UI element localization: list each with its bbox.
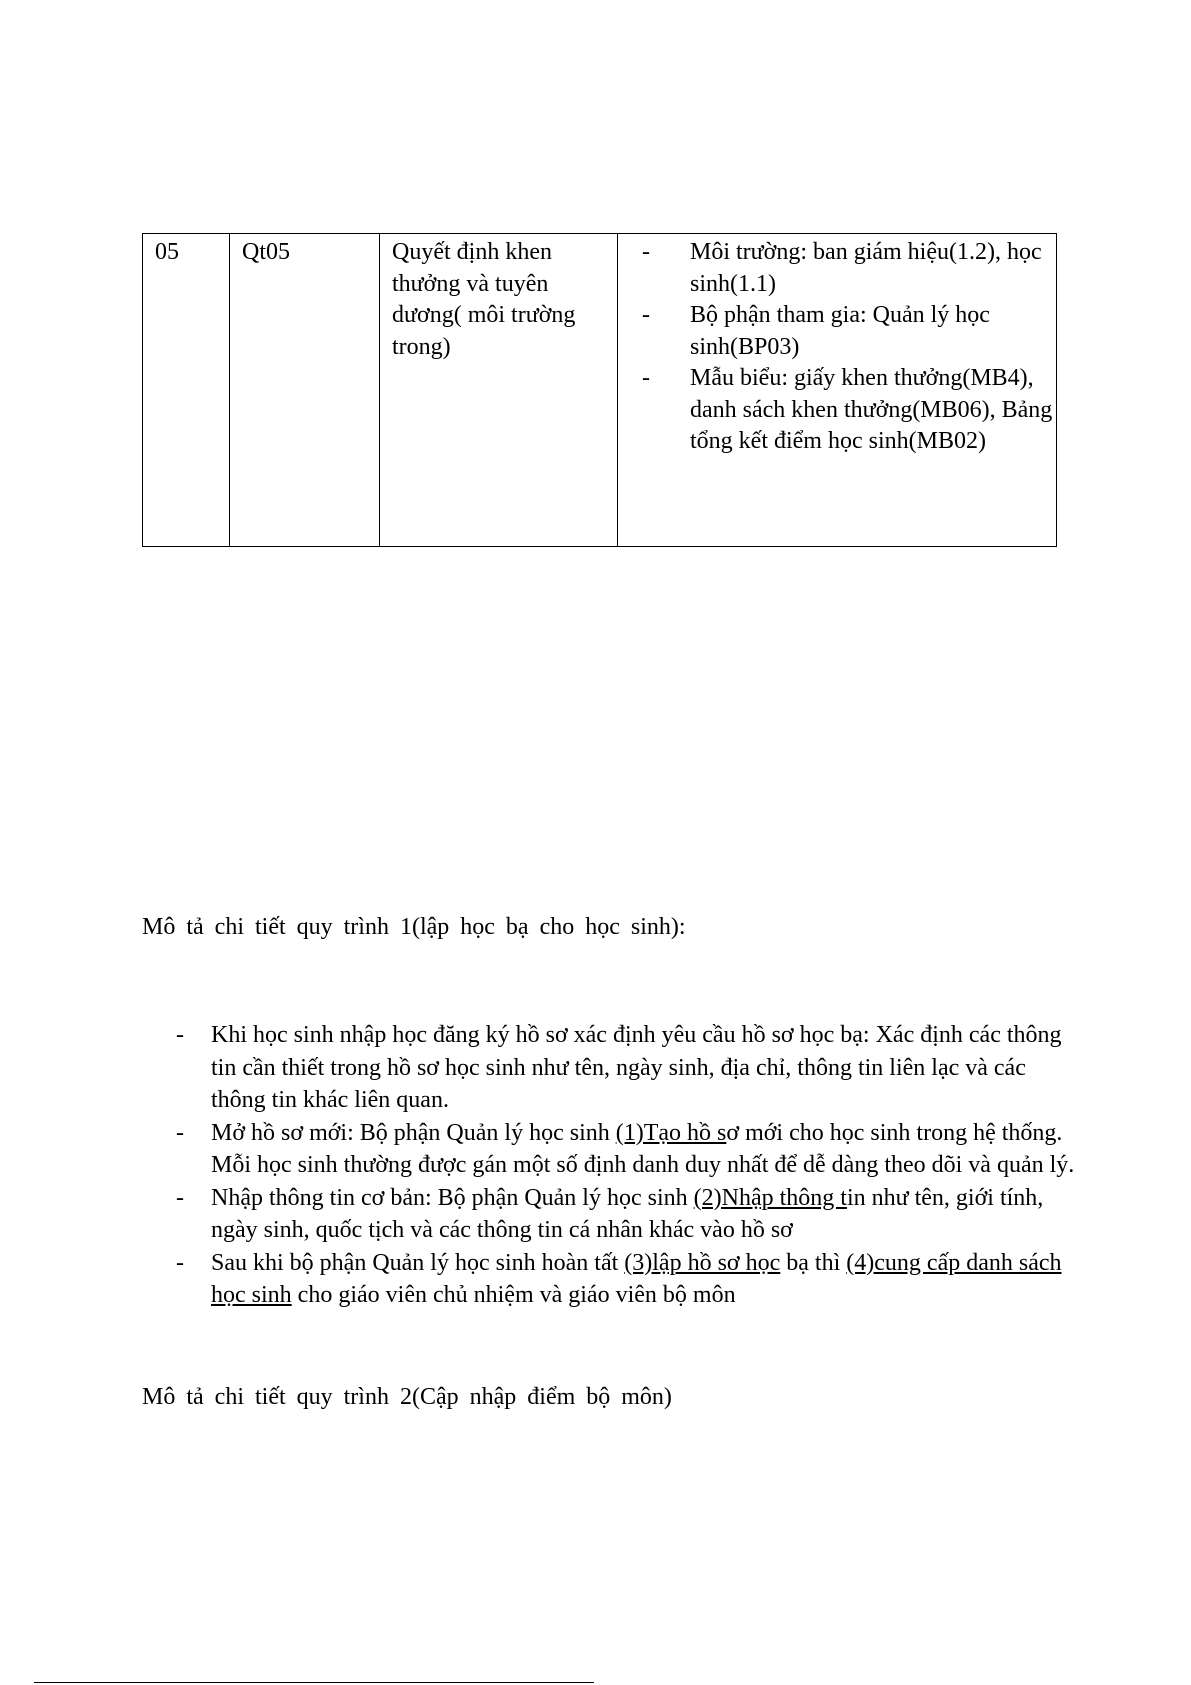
section-1-heading: Mô tả chi tiết quy trình 1(lập học bạ cho học sinh):	[142, 914, 686, 940]
list-item: - Nhập thông tin cơ bản: Bộ phận Quản lý học sinh (2)Nhập thông tin như tên, giới tính, ngày sinh, quốc tịch và các thông tin cá nhân khác vào hồ sơ	[176, 1182, 1086, 1247]
process-table	[142, 233, 1057, 547]
list-item: - Môi trường: ban giám hiệu(1.2), học sinh(1.1)	[638, 237, 1054, 300]
cell-code: Qt05	[230, 234, 380, 547]
list-item: - Sau khi bộ phận Quản lý học sinh hoàn tất (3)lập hồ sơ học bạ thì (4)cung cấp danh sách học sinh cho giáo viên chủ nhiệm và giáo viên bộ môn	[176, 1247, 1086, 1312]
list-item: - Khi học sinh nhập học đăng ký hồ sơ xác định yêu cầu hồ sơ học bạ: Xác định các thông tin cần thiết trong hồ sơ học sinh như tên, ngày sinh, địa chỉ, thông tin liên lạc và các thông tin khác liên quan.	[176, 1019, 1086, 1117]
details-list	[638, 237, 1054, 458]
list-item: - Mở hồ sơ mới: Bộ phận Quản lý học sinh (1)Tạo hồ sơ mới cho học sinh trong hệ thống. Mỗi học sinh thường được gán một số định danh duy nhất để dễ dàng theo dõi và quản lý.	[176, 1117, 1086, 1182]
cell-number: 05	[143, 234, 230, 547]
step-4-link-text: (4)cung cấp danh sách học sinh	[211, 1249, 1062, 1308]
cell-process-name: Quyết định khen thưởng và tuyên dương( môi trường trong)	[380, 234, 618, 547]
process-1-steps	[176, 1019, 1086, 1312]
list-item: - Mẫu biểu: giấy khen thưởng(MB4), danh sách khen thưởng(MB06), Bảng tổng kết điểm học sinh(MB02)	[638, 363, 1054, 458]
step-1-link-text: (1)Tạo hồ s	[615, 1119, 727, 1146]
step-3-link-text: (3)lập hồ sơ học	[624, 1249, 781, 1276]
footnote-divider	[34, 1682, 594, 1683]
step-2-link-text: (2)Nhập thông t	[693, 1184, 847, 1211]
cell-details	[618, 234, 1057, 547]
section-2-heading: Mô tả chi tiết quy trình 2(Cập nhập điểm bộ môn)	[142, 1384, 672, 1410]
table-row	[143, 234, 1057, 547]
list-item: - Bộ phận tham gia: Quản lý học sinh(BP03)	[638, 300, 1054, 363]
